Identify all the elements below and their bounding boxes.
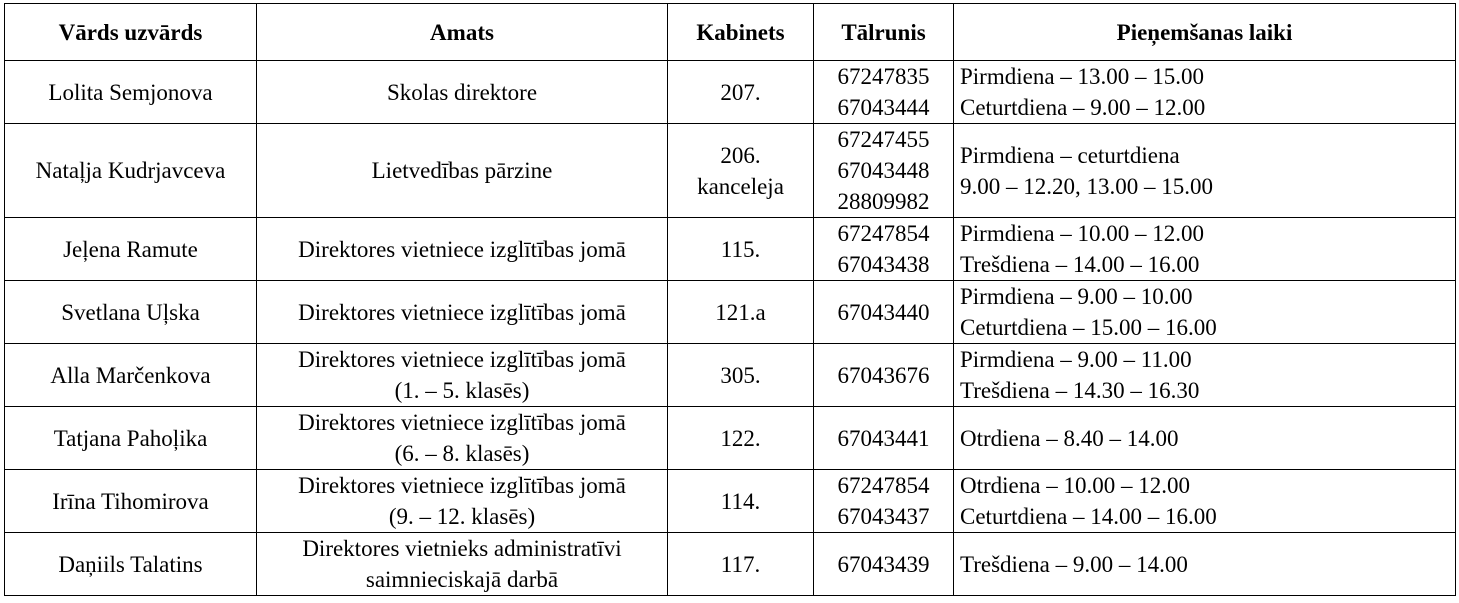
staff-reception-hours-line: Pirmdiena – 13.00 – 15.00 bbox=[960, 64, 1205, 89]
staff-reception-hours bbox=[954, 470, 1456, 533]
staff-room bbox=[668, 344, 814, 407]
staff-phone bbox=[814, 61, 954, 124]
table-row bbox=[5, 124, 1456, 218]
staff-phone bbox=[814, 281, 954, 344]
staff-phone-line: 28809982 bbox=[837, 189, 930, 214]
staff-room-line: 207. bbox=[720, 79, 761, 105]
staff-name: Lolita Semjonova bbox=[5, 61, 257, 124]
staff-position bbox=[257, 124, 668, 218]
staff-position-line: (6. – 8. klasēs) bbox=[394, 441, 530, 466]
staff-reception-hours bbox=[954, 281, 1456, 344]
staff-room bbox=[668, 407, 814, 470]
staff-position-line: Direktores vietnieks administratīvi bbox=[302, 536, 622, 561]
staff-name: Jeļena Ramute bbox=[5, 218, 257, 281]
staff-room-line: 117. bbox=[720, 551, 761, 577]
staff-position-line: saimnieciskajā darbā bbox=[365, 567, 559, 592]
staff-room-line: 115. bbox=[720, 236, 761, 262]
staff-name: Tatjana Pahoļika bbox=[5, 407, 257, 470]
staff-phone bbox=[814, 124, 954, 218]
staff-position-line: (9. – 12. klasēs) bbox=[388, 504, 536, 529]
staff-position bbox=[257, 470, 668, 533]
staff-phone-line: 67043441 bbox=[837, 425, 930, 451]
staff-room bbox=[668, 470, 814, 533]
header-reception-hours: Pieņemšanas laiki bbox=[954, 4, 1456, 61]
staff-phone bbox=[814, 218, 954, 281]
staff-position-line: Skolas direktore bbox=[386, 79, 538, 105]
staff-position-line: Lietvedības pārzine bbox=[371, 158, 553, 183]
staff-position-line: Direktores vietniece izglītības jomā bbox=[298, 347, 626, 372]
staff-name: Irīna Tihomirova bbox=[5, 470, 257, 533]
staff-phone bbox=[814, 533, 954, 596]
staff-reception-hours bbox=[954, 218, 1456, 281]
staff-room-line: 114. bbox=[720, 488, 761, 514]
staff-reception-hours bbox=[954, 407, 1456, 470]
staff-room bbox=[668, 218, 814, 281]
staff-position bbox=[257, 218, 668, 281]
staff-room-line: 206. bbox=[720, 142, 761, 168]
staff-room-line: 121.a bbox=[715, 299, 766, 325]
staff-reception-hours-line: Pirmdiena – ceturtdiena bbox=[960, 142, 1180, 168]
staff-position bbox=[257, 533, 668, 596]
staff-contact-table bbox=[4, 3, 1456, 596]
staff-phone-line: 67043444 bbox=[837, 95, 930, 120]
staff-phone bbox=[814, 470, 954, 533]
staff-phone-line: 67247455 bbox=[837, 127, 930, 152]
table-row bbox=[5, 344, 1456, 407]
table-row bbox=[5, 470, 1456, 533]
staff-phone-line: 67043438 bbox=[837, 252, 930, 277]
header-room: Kabinets bbox=[668, 4, 814, 61]
staff-position-line: Direktores vietniece izglītības jomā bbox=[298, 473, 626, 498]
staff-phone-line: 67247854 bbox=[837, 221, 930, 246]
staff-position bbox=[257, 407, 668, 470]
staff-room bbox=[668, 281, 814, 344]
staff-room bbox=[668, 533, 814, 596]
staff-reception-hours-line: Otrdiena – 10.00 – 12.00 bbox=[960, 473, 1190, 498]
staff-name: Svetlana Uļska bbox=[5, 281, 257, 344]
staff-phone-line: 67247854 bbox=[837, 473, 930, 498]
staff-reception-hours bbox=[954, 533, 1456, 596]
header-position: Amats bbox=[257, 4, 668, 61]
staff-phone-line: 67043676 bbox=[837, 362, 930, 388]
staff-reception-hours-line: Trešdiena – 14.30 – 16.30 bbox=[960, 378, 1200, 403]
staff-room bbox=[668, 124, 814, 218]
staff-reception-hours-line: Otrdiena – 8.40 – 14.00 bbox=[960, 425, 1179, 451]
table-row bbox=[5, 61, 1456, 124]
staff-name: Daņiils Talatins bbox=[5, 533, 257, 596]
table-row bbox=[5, 281, 1456, 344]
staff-room bbox=[668, 61, 814, 124]
staff-phone bbox=[814, 407, 954, 470]
table-header-row bbox=[5, 4, 1456, 61]
staff-position-line: Direktores vietniece izglītības jomā bbox=[298, 236, 626, 262]
staff-reception-hours-line: Trešdiena – 9.00 – 14.00 bbox=[960, 551, 1188, 577]
staff-position bbox=[257, 344, 668, 407]
staff-phone-line: 67043448 bbox=[837, 158, 930, 183]
staff-position-line: Direktores vietniece izglītības jomā bbox=[298, 410, 626, 435]
staff-reception-hours-line: Ceturtdiena – 14.00 – 16.00 bbox=[960, 504, 1217, 529]
staff-reception-hours bbox=[954, 61, 1456, 124]
header-phone: Tālrunis bbox=[814, 4, 954, 61]
staff-reception-hours-line: Pirmdiena – 9.00 – 10.00 bbox=[960, 284, 1193, 309]
staff-reception-hours-line: 9.00 – 12.20, 13.00 – 15.00 bbox=[960, 173, 1213, 199]
table-row bbox=[5, 533, 1456, 596]
staff-position-line: (1. – 5. klasēs) bbox=[394, 378, 530, 403]
staff-reception-hours-line: Trešdiena – 14.00 – 16.00 bbox=[960, 252, 1200, 277]
staff-position bbox=[257, 61, 668, 124]
staff-phone-line: 67043440 bbox=[837, 299, 930, 325]
staff-reception-hours bbox=[954, 344, 1456, 407]
staff-name: Alla Marčenkova bbox=[5, 344, 257, 407]
staff-phone-line: 67247835 bbox=[837, 64, 930, 89]
staff-position-line: Direktores vietniece izglītības jomā bbox=[298, 299, 626, 325]
staff-room-line: 122. bbox=[720, 425, 761, 451]
table-row bbox=[5, 218, 1456, 281]
staff-reception-hours-line: Pirmdiena – 9.00 – 11.00 bbox=[960, 347, 1192, 372]
staff-room-line: kanceleja bbox=[697, 173, 784, 199]
header-name: Vārds uzvārds bbox=[5, 4, 257, 61]
staff-reception-hours bbox=[954, 124, 1456, 218]
staff-position bbox=[257, 281, 668, 344]
staff-reception-hours-line: Ceturtdiena – 9.00 – 12.00 bbox=[960, 95, 1206, 120]
table-row bbox=[5, 407, 1456, 470]
table-body bbox=[5, 61, 1456, 596]
staff-phone-line: 67043439 bbox=[837, 551, 930, 577]
staff-phone bbox=[814, 344, 954, 407]
staff-room-line: 305. bbox=[720, 362, 761, 388]
staff-reception-hours-line: Ceturtdiena – 15.00 – 16.00 bbox=[960, 315, 1217, 340]
staff-phone-line: 67043437 bbox=[837, 504, 930, 529]
staff-name: Nataļja Kudrjavceva bbox=[5, 124, 257, 218]
staff-reception-hours-line: Pirmdiena – 10.00 – 12.00 bbox=[960, 221, 1205, 246]
